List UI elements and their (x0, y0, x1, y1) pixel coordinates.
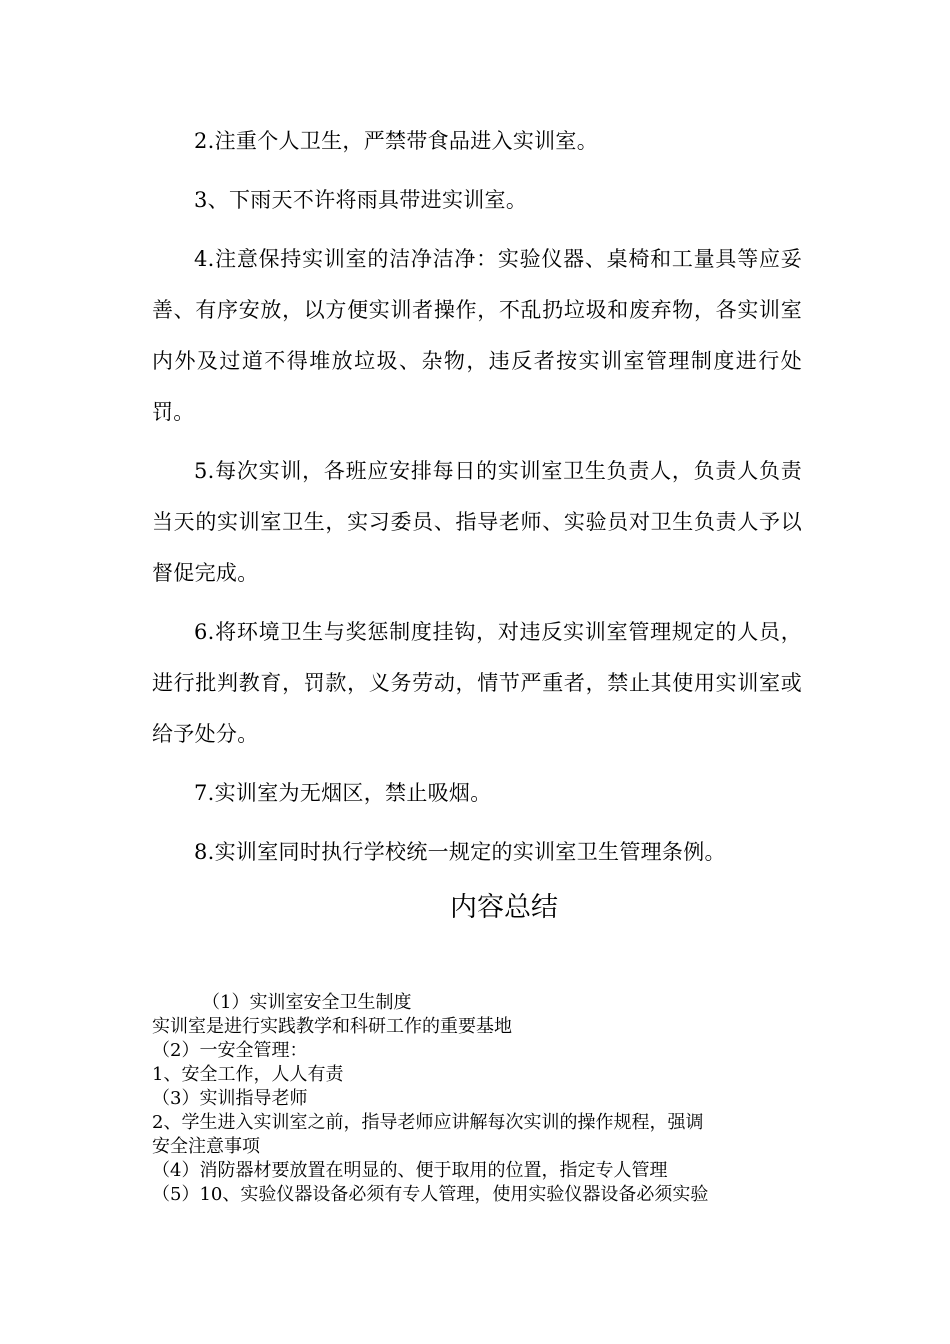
summary-line: （3）实训指导老师 (152, 1088, 308, 1109)
summary-line: （1）实训室安全卫生制度 (202, 992, 412, 1013)
rule-paragraph-2: 2.注重个人卫生，严禁带食品进入实训室。 (194, 129, 599, 153)
summary-section (152, 991, 802, 1207)
summary-line: （5）10、实验仪器设备必须有专人管理，使用实验仪器设备必须实验 (152, 1184, 709, 1205)
rule-paragraph-3: 3、下雨天不许将雨具带进实训室。 (194, 188, 528, 212)
summary-line: 安全注意事项 (152, 1136, 260, 1157)
rule-paragraph-6: 6.将环境卫生与奖惩制度挂钩，对违反实训室管理规定的人员，进行批判教育，罚款，义务劳动，情节严重者，禁止其使用实训室或给予处分。 (152, 620, 802, 746)
summary-line: 2、学生进入实训室之前，指导老师应讲解每次实训的操作规程，强调 (152, 1112, 704, 1133)
summary-line: 1、安全工作，人人有责 (152, 1064, 344, 1085)
rule-paragraph-5: 5.每次实训，各班应安排每日的实训室卫生负责人，负责人负责当天的实训室卫生，实习委员、指导老师、实验员对卫生负责人予以督促完成。 (152, 459, 802, 585)
rule-paragraph-4: 4.注意保持实训室的洁净洁净：实验仪器、桌椅和工量具等应妥善、有序安放，以方便实训者操作，不乱扔垃圾和废弃物，各实训室内外及过道不得堆放垃圾、杂物，违反者按实训室管理制度进行处罚。 (152, 247, 802, 424)
rule-paragraph-8: 8.实训室同时执行学校统一规定的实训室卫生管理条例。 (194, 840, 726, 864)
rule-paragraph-7: 7.实训室为无烟区，禁止吸烟。 (194, 781, 492, 805)
summary-line: 实训室是进行实践教学和科研工作的重要基地 (152, 1016, 512, 1037)
rules-section (152, 116, 802, 886)
summary-title: 内容总结 (450, 892, 558, 923)
summary-line: （2）一安全管理： (152, 1040, 308, 1061)
summary-line: （4）消防器材要放置在明显的、便于取用的位置，指定专人管理 (152, 1160, 668, 1181)
